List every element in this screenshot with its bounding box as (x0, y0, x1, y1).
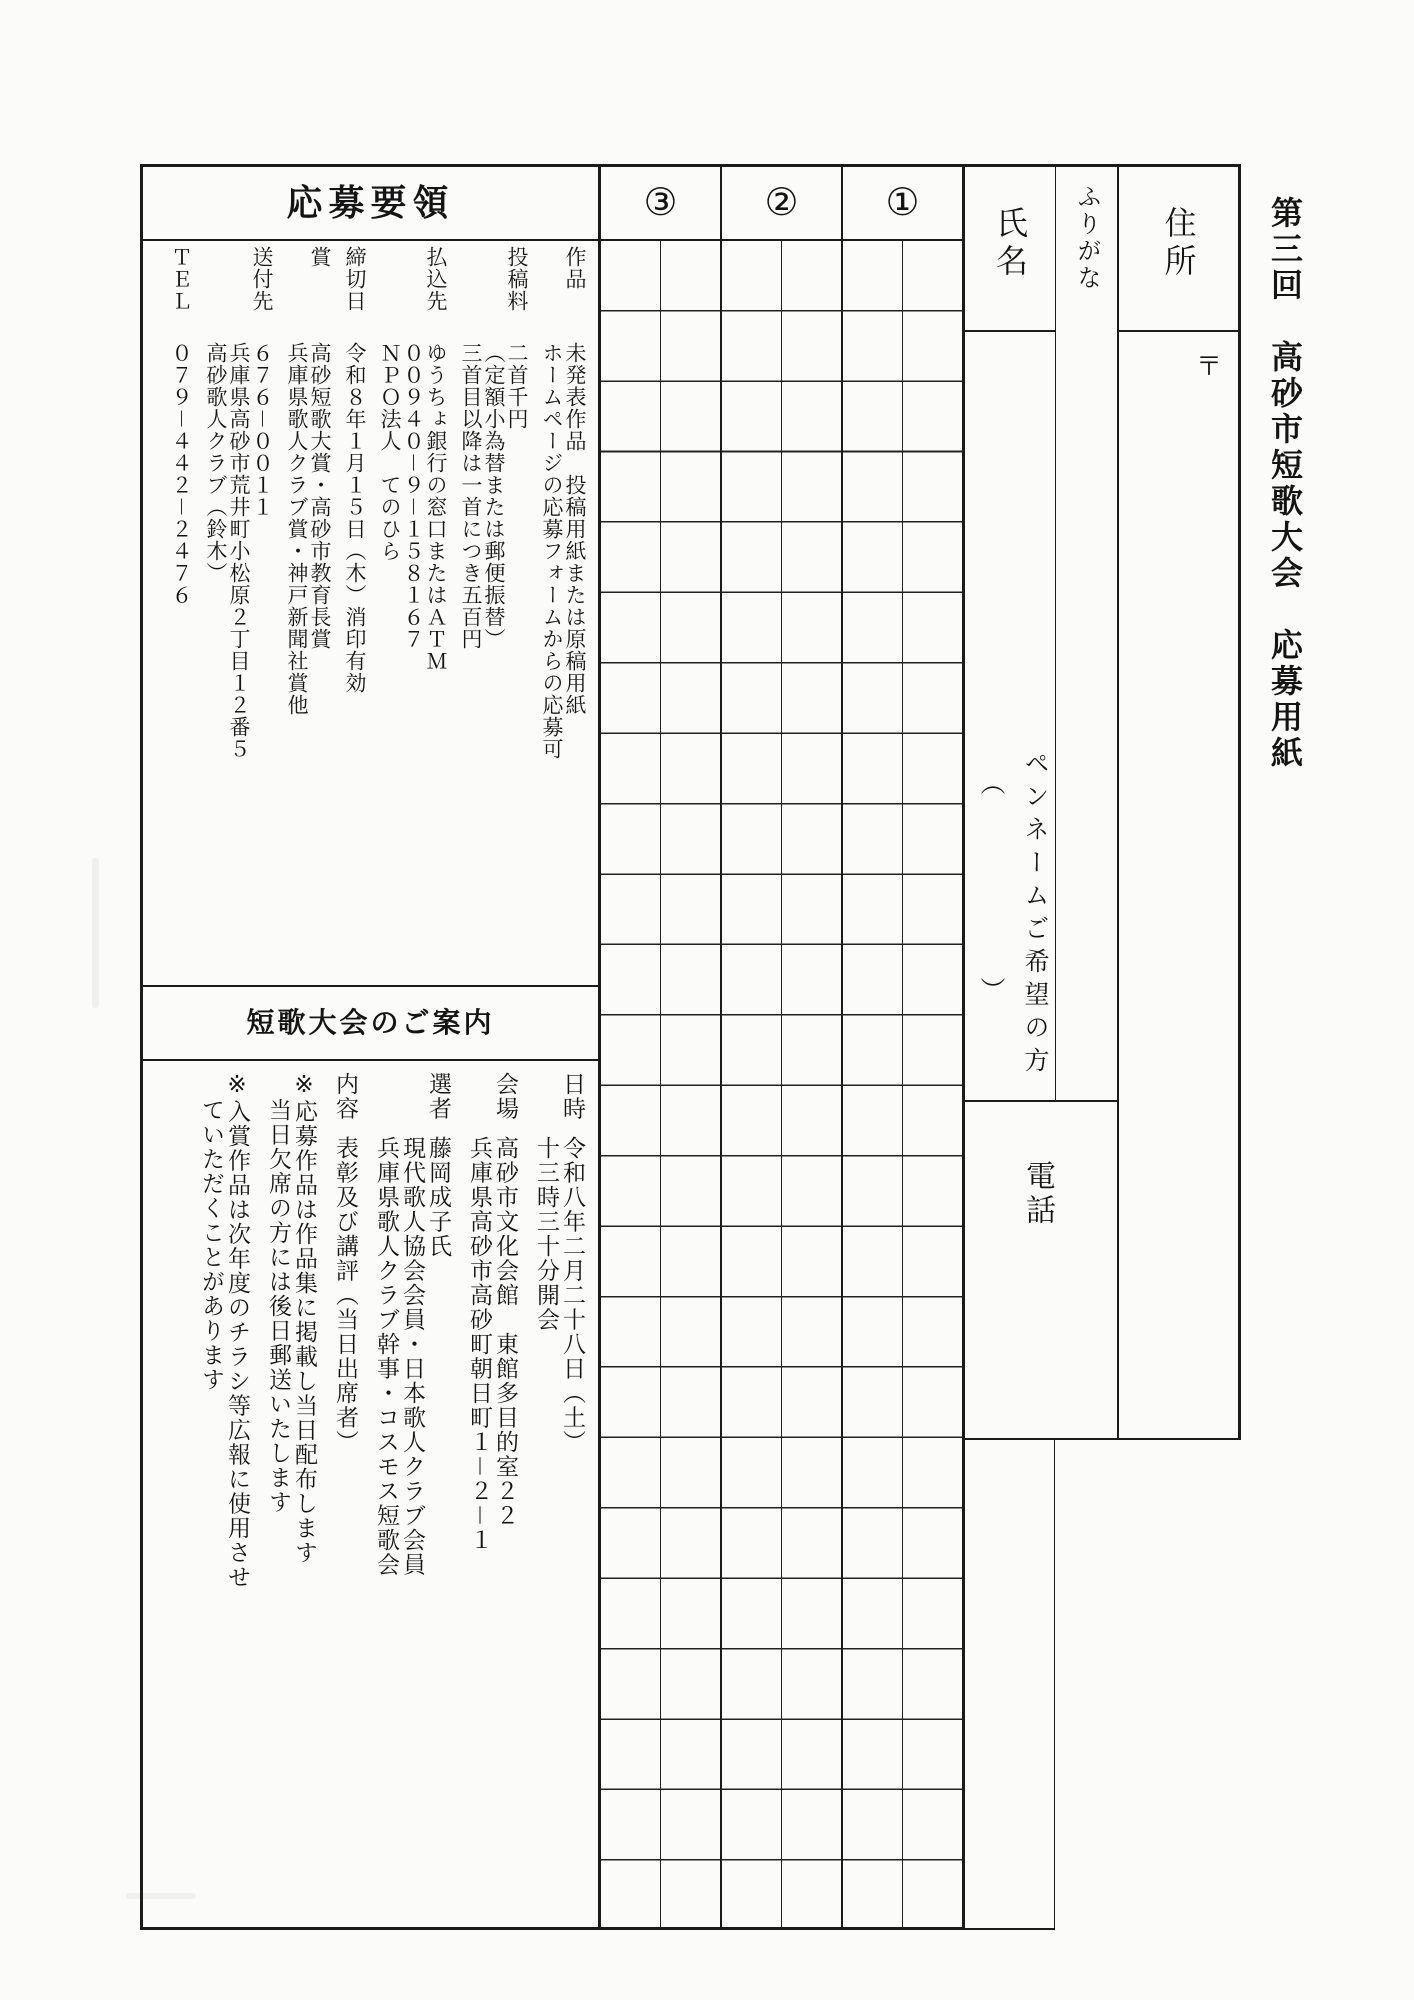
section-label: 日時 (560, 1072, 586, 1121)
name-label: 氏名 (992, 206, 1028, 282)
section-column (227, 241, 250, 985)
section-line: 高砂歌人クラブ（鈴木） (204, 342, 227, 584)
annai-note-publicity (199, 1061, 251, 1927)
section-column (400, 1061, 426, 1927)
section-column (482, 241, 505, 985)
tanka-writing-column[interactable] (720, 241, 781, 1927)
penname-note: ペンネームご希望の方 (1021, 750, 1049, 1080)
penname-fill-in[interactable]: （） (977, 770, 1005, 1002)
section-line: 表彰及び講評（当日出席者） (333, 1136, 359, 1455)
section-label: 会場 (493, 1072, 519, 1121)
tanka-writing-column[interactable] (841, 241, 902, 1927)
section-line: ０７９－４４２－２４７６ (169, 342, 192, 606)
scan-smudge (92, 858, 99, 1008)
section-line: 十三時三十分開会 (534, 1136, 560, 1332)
section-column (540, 241, 563, 985)
section-column (459, 241, 482, 985)
address-input-area[interactable] (1117, 332, 1238, 1440)
poem-grid (598, 164, 965, 1930)
name-input-area[interactable] (965, 332, 1055, 1100)
section-label: 投稿料 (505, 246, 528, 312)
section-line: ホームページの応募フォームからの応募可 (540, 342, 563, 760)
annai-section-datetime (534, 1061, 586, 1927)
section-line: 藤岡成子氏 (426, 1136, 452, 1259)
section-column (378, 241, 401, 985)
section-column (374, 1061, 400, 1927)
note-column (225, 1061, 251, 1927)
section-column (343, 241, 366, 985)
section-line: ００９４０－９－１５８１６７ (401, 342, 424, 650)
section-line: 兵庫県歌人クラブ賞・神戸新聞社賞他 (285, 342, 308, 716)
yoryo-section-prizes (285, 241, 331, 985)
section-label: 作品 (563, 246, 586, 290)
section-line: 現代歌人協会会員・日本歌人クラブ会員 (400, 1136, 426, 1577)
section-label: 送付先 (250, 246, 273, 312)
section-line: ＮＰＯ法人 てのひら (378, 342, 401, 562)
tanka-writing-column[interactable] (601, 241, 660, 1927)
section-label: ＴＥＬ (169, 246, 192, 312)
section-column (560, 1061, 586, 1927)
section-line: 高砂市文化会館 東館多目的室２２ (493, 1136, 519, 1528)
yoryo-section-mailing-address (204, 241, 273, 985)
furigana-label: ふりがな (1073, 184, 1100, 292)
section-label: 払込先 (424, 246, 447, 312)
annai-text-flow (199, 1061, 598, 1927)
section-column (505, 241, 528, 985)
section-column (426, 1061, 452, 1927)
section-line: 兵庫県高砂市荒井町小松原２丁目１２番５ (227, 342, 250, 760)
poem-column-number: ① (841, 167, 962, 239)
phone-label: 電話 (1021, 1160, 1054, 1228)
section-label: 締切日 (343, 246, 366, 312)
applicant-table-right-border (1238, 164, 1241, 1440)
section-column (250, 241, 273, 985)
phone-input-area[interactable] (965, 1100, 1117, 1440)
tanka-writing-column[interactable] (902, 241, 962, 1927)
section-column (285, 241, 308, 985)
section-column (169, 241, 192, 985)
yoryo-title: 応募要領 (143, 167, 598, 241)
poem-grid-header (601, 167, 962, 241)
section-line: ゆうちょ銀行の窓口またはＡＴＭ (424, 342, 447, 672)
yoryo-section-work (540, 241, 586, 985)
section-column (204, 241, 227, 985)
section-column (424, 241, 447, 985)
section-line: 令和８年１月１５日（木）消印有効 (343, 342, 366, 694)
section-line: 兵庫県高砂市高砂町朝日町１－２－１ (467, 1136, 493, 1553)
note-column (199, 1061, 225, 1927)
postal-mark-icon: 〒 (1195, 351, 1222, 381)
poem-column-number: ② (720, 167, 841, 239)
section-line: （定額小為替または郵便振替） (482, 342, 505, 650)
scan-smudge (126, 1893, 196, 1899)
furigana-input-area[interactable] (1055, 164, 1117, 1100)
section-column (333, 1061, 359, 1927)
name-header-cell (965, 164, 1055, 332)
note-line: ※入賞作品は次年度のチラシ等広報に使用させ (225, 1072, 251, 1590)
address-label: 住所 (1160, 206, 1197, 282)
yoryo-text-flow (169, 241, 598, 985)
yoryo-section-content (143, 241, 598, 985)
section-line: 高砂短歌大賞・高砂市教育長賞 (308, 342, 331, 650)
section-column (563, 241, 586, 985)
note-column (292, 1061, 318, 1927)
section-column (534, 1061, 560, 1927)
yoryo-section-fee (459, 241, 528, 985)
extra-blank-cell[interactable] (965, 1440, 1055, 1930)
yoryo-section-tel (169, 241, 192, 985)
section-column (467, 1061, 493, 1927)
annai-section-venue (467, 1061, 519, 1927)
annai-section-judge (374, 1061, 452, 1927)
annai-section-content (143, 1061, 598, 1927)
section-label: 選者 (426, 1072, 452, 1121)
annai-title: 短歌大会のご案内 (143, 985, 598, 1061)
poem-column-number: ③ (643, 182, 678, 224)
page-title: 第三回 高砂市短歌大会 応募用紙 (1267, 196, 1303, 772)
address-header-cell (1117, 164, 1238, 332)
annai-section-program (333, 1061, 359, 1927)
note-line: 当日欠席の方には後日郵送いたします (266, 1098, 292, 1515)
section-line: 令和八年二月二十八日（土） (560, 1136, 586, 1455)
section-column (401, 241, 424, 985)
left-panel (140, 164, 598, 1930)
section-line: 二首千円 (505, 342, 528, 430)
section-line: 兵庫県歌人クラブ幹事・コスモス短歌会 (374, 1136, 400, 1577)
section-column (493, 1061, 519, 1927)
section-line: ６７６－００１１ (250, 342, 273, 518)
section-label: 内容 (333, 1072, 359, 1121)
tanka-writing-column[interactable] (660, 241, 720, 1927)
section-line: 三首目以降は一首につき五百円 (459, 342, 482, 650)
section-column (308, 241, 331, 985)
tanka-writing-column[interactable] (781, 241, 841, 1927)
poem-grid-body (601, 241, 962, 1927)
note-line: ていただくことがあります (199, 1098, 225, 1392)
note-line: ※応募作品は作品集に掲載し当日配布します (292, 1072, 318, 1565)
annai-note-distribution (266, 1061, 318, 1927)
section-line: 未発表作品 投稿用紙または原稿用紙 (563, 342, 586, 716)
note-column (266, 1061, 292, 1927)
section-label: 賞 (308, 246, 331, 268)
yoryo-section-deadline (343, 241, 366, 985)
yoryo-section-payee (378, 241, 447, 985)
